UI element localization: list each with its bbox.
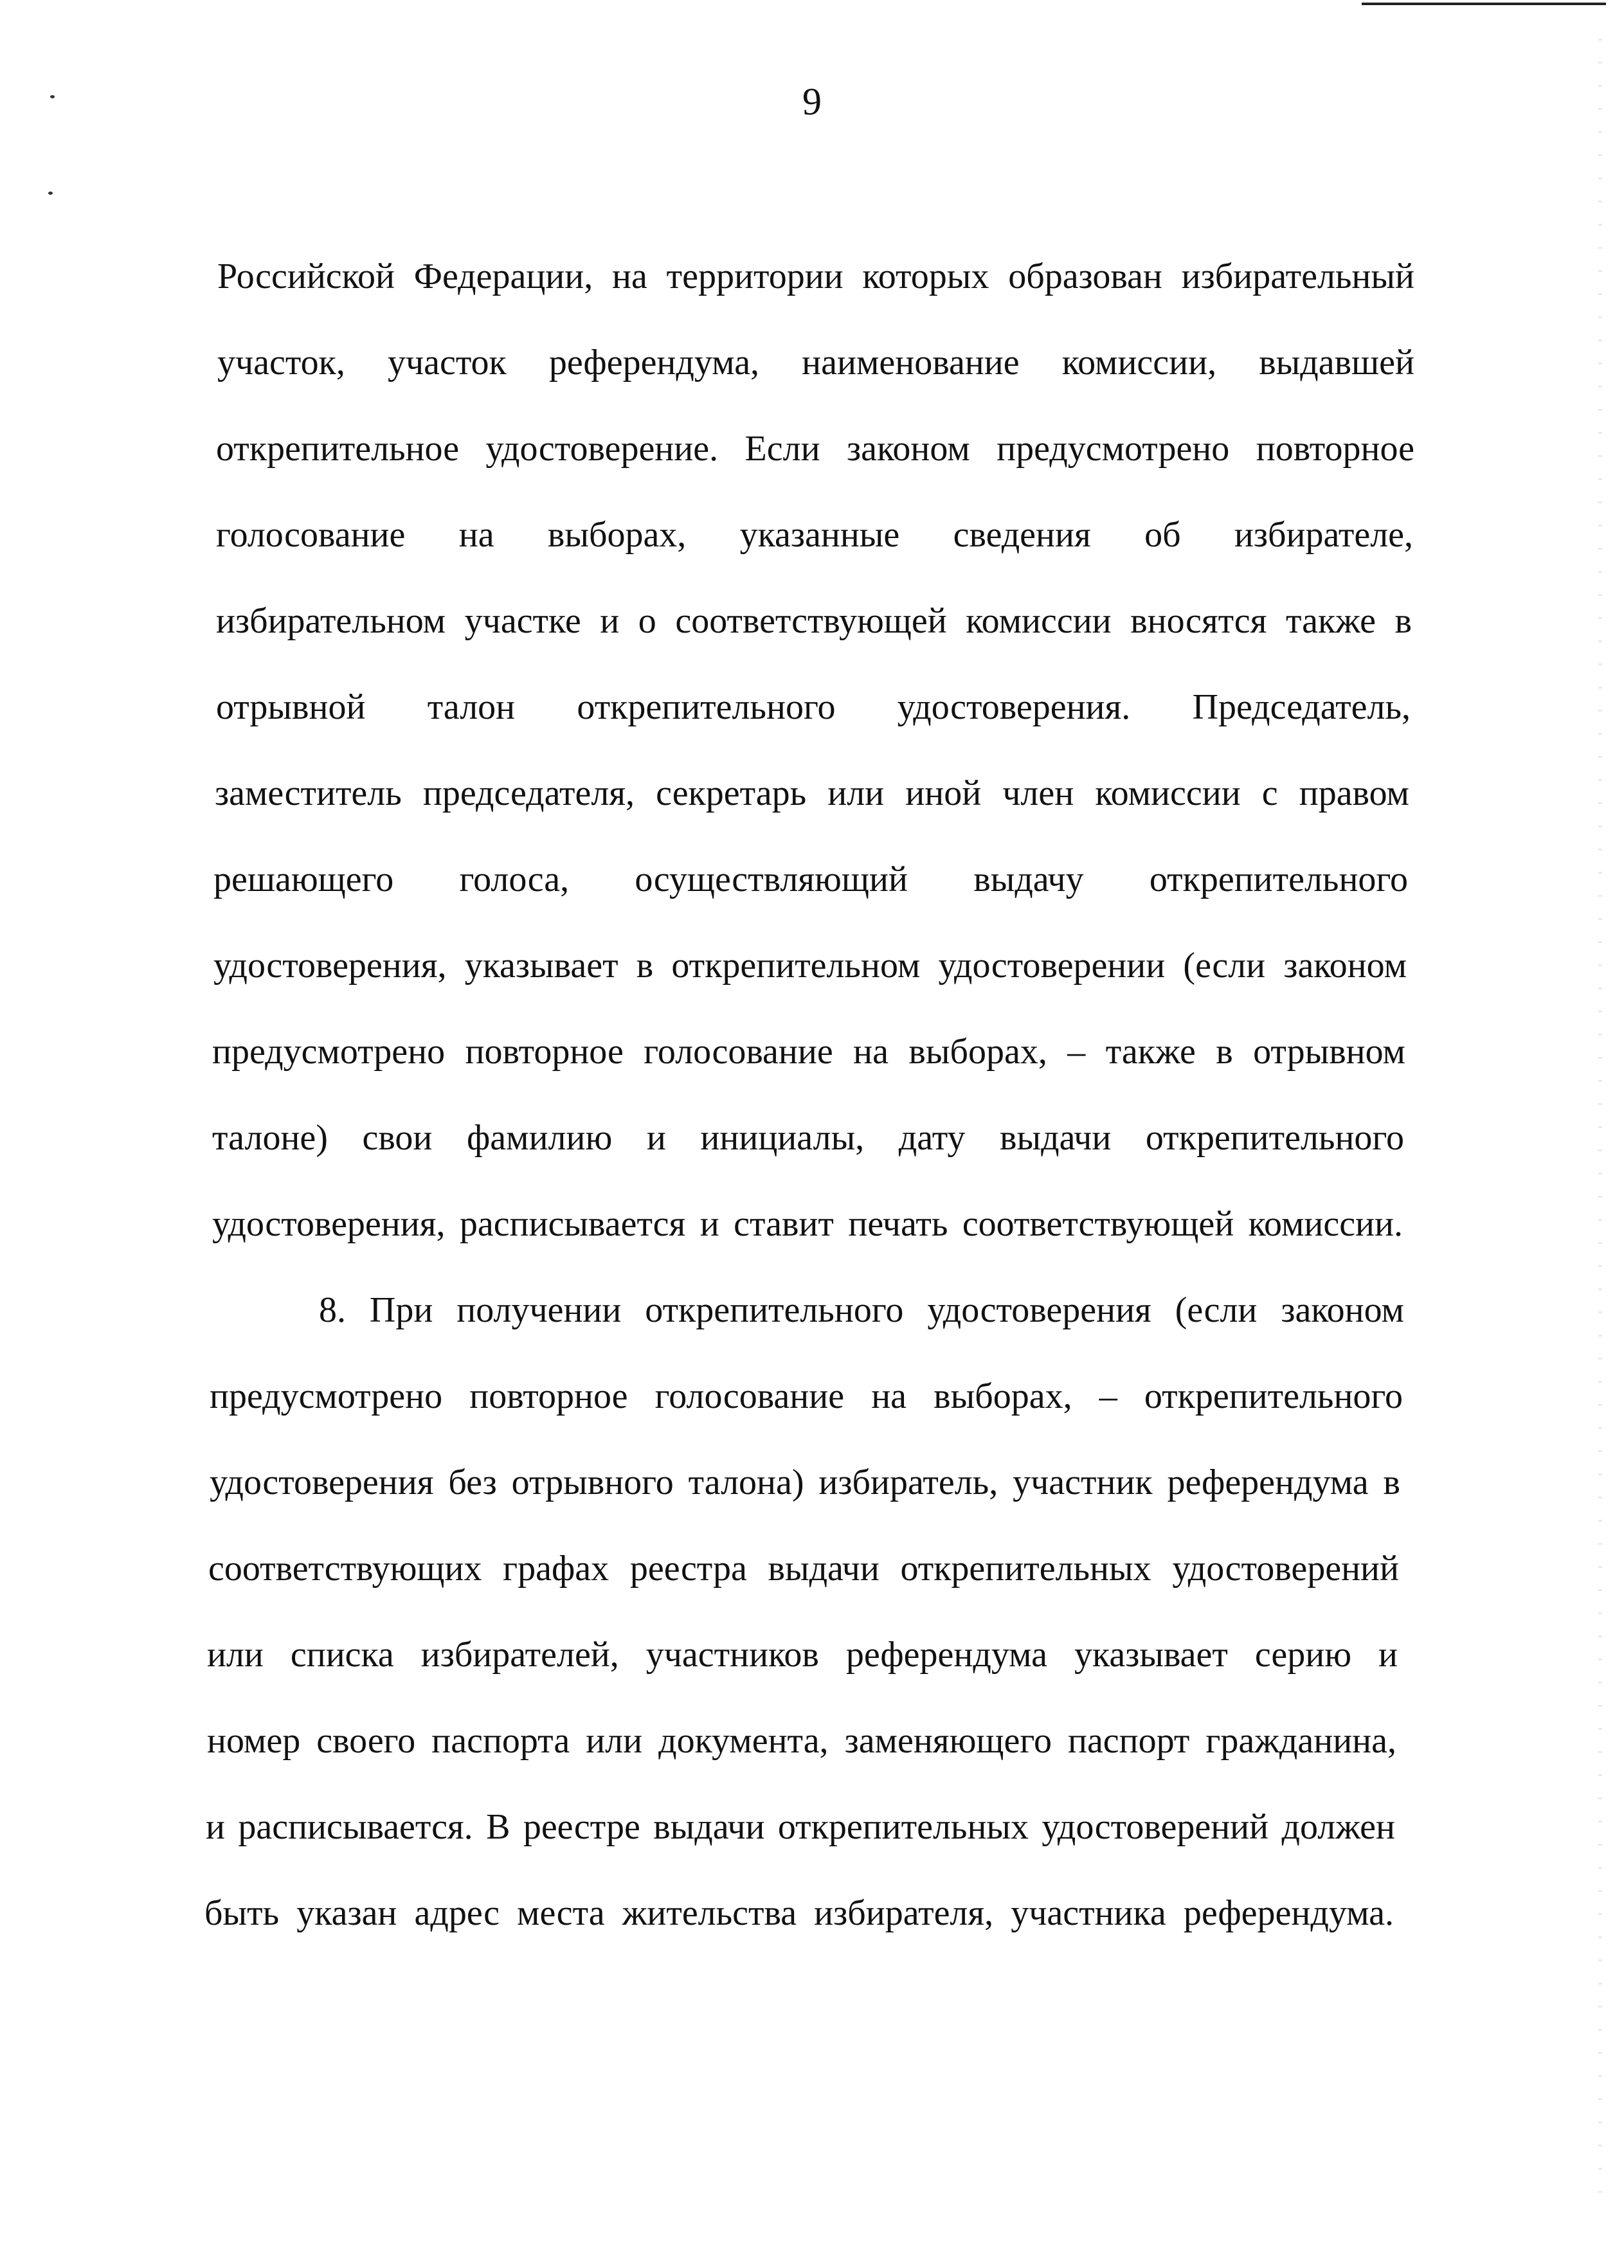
text-line: отрывной талон открепительного удостоверения. Председатель, bbox=[216, 687, 1411, 727]
text-line: талоне) свои фамилию и инициалы, дату выдачи открепительного bbox=[212, 1118, 1404, 1158]
text-line: решающего голоса, осуществляющий выдачу открепительного bbox=[213, 860, 1408, 899]
text-line: заместитель председателя, секретарь или иной член комиссии с правом bbox=[215, 773, 1409, 813]
scan-edge-marks bbox=[1598, 39, 1602, 2211]
text-line: соответствующих графах реестра выдачи открепительных удостоверений bbox=[208, 1549, 1399, 1589]
text-line: участок, участок референдума, наименование комиссии, выдавшей bbox=[217, 343, 1414, 382]
scan-speck bbox=[48, 192, 53, 195]
top-edge-rule bbox=[1362, 3, 1606, 5]
text-line: предусмотрено повторное голосование на выборах, – открепительного bbox=[210, 1376, 1403, 1416]
text-line: избирательном участке и о соответствующей комиссии вносятся также в bbox=[216, 601, 1412, 641]
text-line: удостоверения без отрывного талона) избиратель, участник референдума в bbox=[210, 1462, 1400, 1502]
text-line: голосование на выборах, указанные сведения об избирателе, bbox=[216, 515, 1413, 555]
text-line: удостоверения, расписывается и ставит печать соответствующей комиссии. bbox=[212, 1204, 1403, 1244]
text-line: и расписывается. В реестре выдачи открепительных удостоверений должен bbox=[206, 1807, 1395, 1847]
text-line: или списка избирателей, участников референдума указывает серию и bbox=[207, 1635, 1398, 1675]
page-number: 9 bbox=[802, 80, 822, 123]
text-line: номер своего паспорта или документа, заменяющего паспорт гражданина, bbox=[207, 1721, 1396, 1761]
text-line: Российской Федерации, на территории которых образован избирательный bbox=[217, 256, 1414, 296]
text-line: предусмотрено повторное голосование на выборах, – также в отрывном bbox=[212, 1032, 1405, 1072]
text-line: быть указан адрес места жительства избирателя, участника референдума. bbox=[204, 1893, 1394, 1933]
text-line: 8. При получении открепительного удостоверения (если законом bbox=[319, 1290, 1404, 1330]
text-line: открепительное удостоверение. Если законом предусмотрено повторное bbox=[216, 429, 1414, 469]
text-line: удостоверения, указывает в открепительном удостоверении (если законом bbox=[213, 946, 1407, 986]
